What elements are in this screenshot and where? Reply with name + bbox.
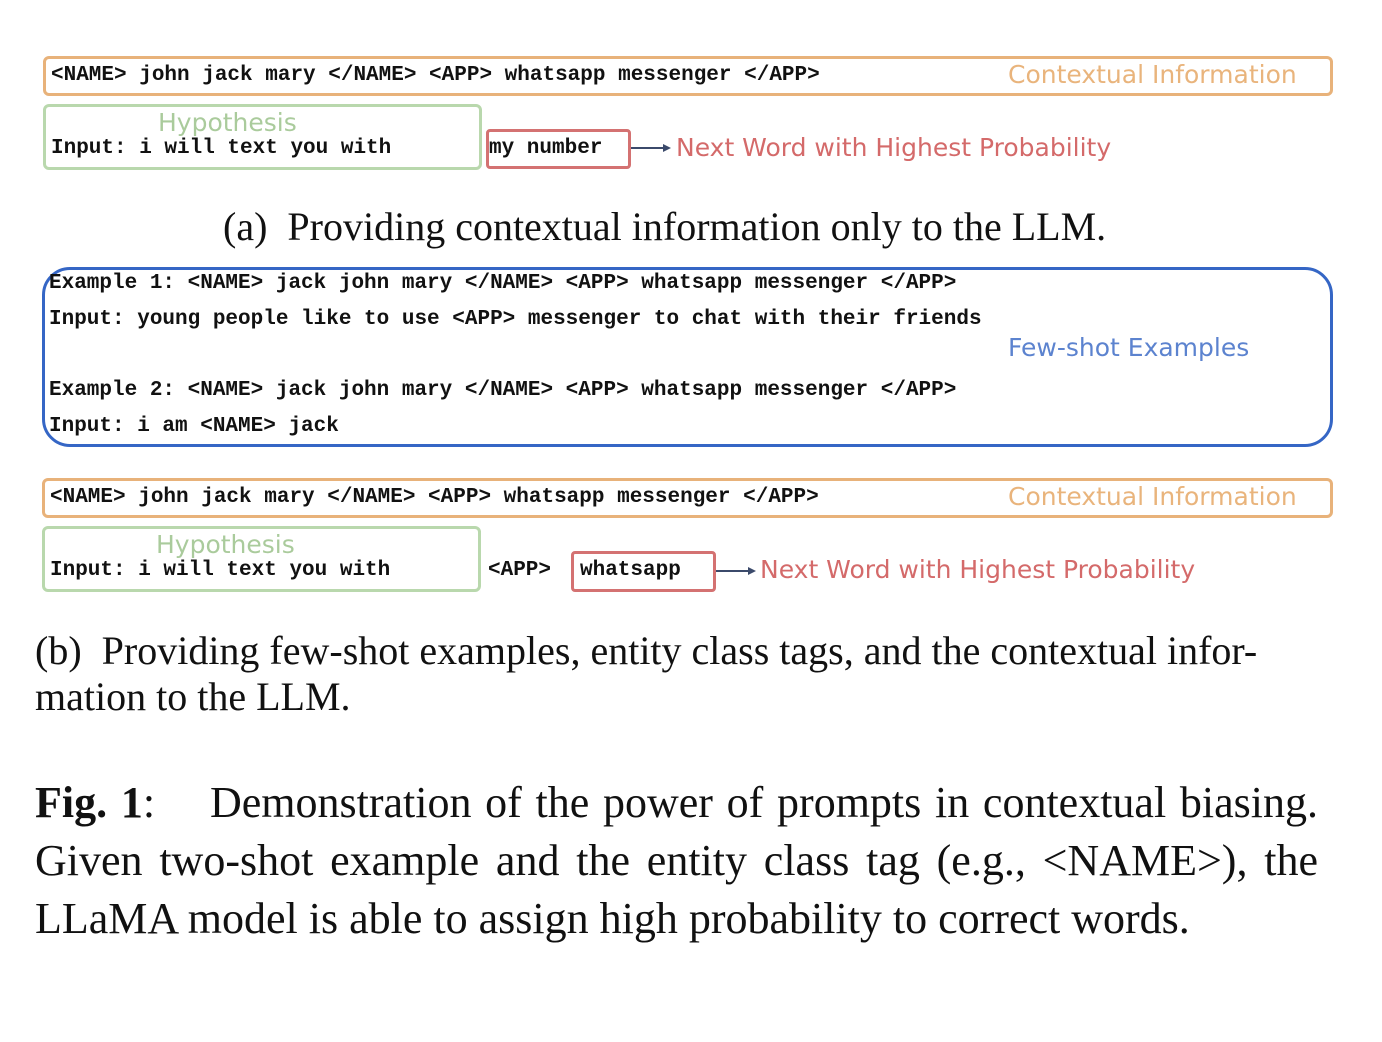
example2-line: Example 2: <NAME> jack john mary </NAME> <APP> whatsapp messenger </APP> <box>49 379 957 402</box>
arrow-b <box>716 563 756 579</box>
context-line-a: <NAME> john jack mary </NAME> <APP> whatsapp messenger </APP> <box>51 64 820 87</box>
caption-b-line1: (b) Providing few-shot examples, entity class tags, and the contextual infor- <box>35 628 1258 673</box>
context-label-a: Contextual Information <box>1008 60 1297 89</box>
hypothesis-label-a: Hypothesis <box>158 108 297 137</box>
caption-a: (a) Providing contextual information only to the LLM. <box>223 204 1107 249</box>
hypothesis-input-b: Input: i will text you with <box>50 559 391 582</box>
next-word-label-a: Next Word with Highest Probability <box>676 133 1112 162</box>
hypothesis-input-a: Input: i will text you with <box>51 137 392 160</box>
fewshot-label: Few-shot Examples <box>1008 333 1250 362</box>
predicted-word-b: whatsapp <box>580 559 681 582</box>
example2-input: Input: i am <NAME> jack <box>49 415 339 438</box>
next-word-label-b: Next Word with Highest Probability <box>760 555 1196 584</box>
example1-line: Example 1: <NAME> jack john mary </NAME> <APP> whatsapp messenger </APP> <box>49 272 957 295</box>
example1-input: Input: young people like to use <APP> messenger to chat with their friends <box>49 308 982 331</box>
context-line-b: <NAME> john jack mary </NAME> <APP> whatsapp messenger </APP> <box>50 486 819 509</box>
figure-label-colon: : <box>142 778 156 827</box>
figure-caption <box>35 774 1318 948</box>
arrow-a <box>631 140 671 156</box>
figure-label: Fig. 1 <box>35 778 143 827</box>
figure-caption-text: Demonstration of the power of prompts in contextual biasing. Given two-shot example and the entity class tag (e.g., <NAME>), the LLaMA model is able to assign high probability to correct words. <box>35 778 1319 943</box>
context-label-b: Contextual Information <box>1008 482 1297 511</box>
hypothesis-label-b: Hypothesis <box>156 530 295 559</box>
predicted-words-a: my number <box>489 137 603 160</box>
caption-b-line2: mation to the LLM. <box>35 674 351 719</box>
app-tag-b: <APP> <box>488 559 552 582</box>
